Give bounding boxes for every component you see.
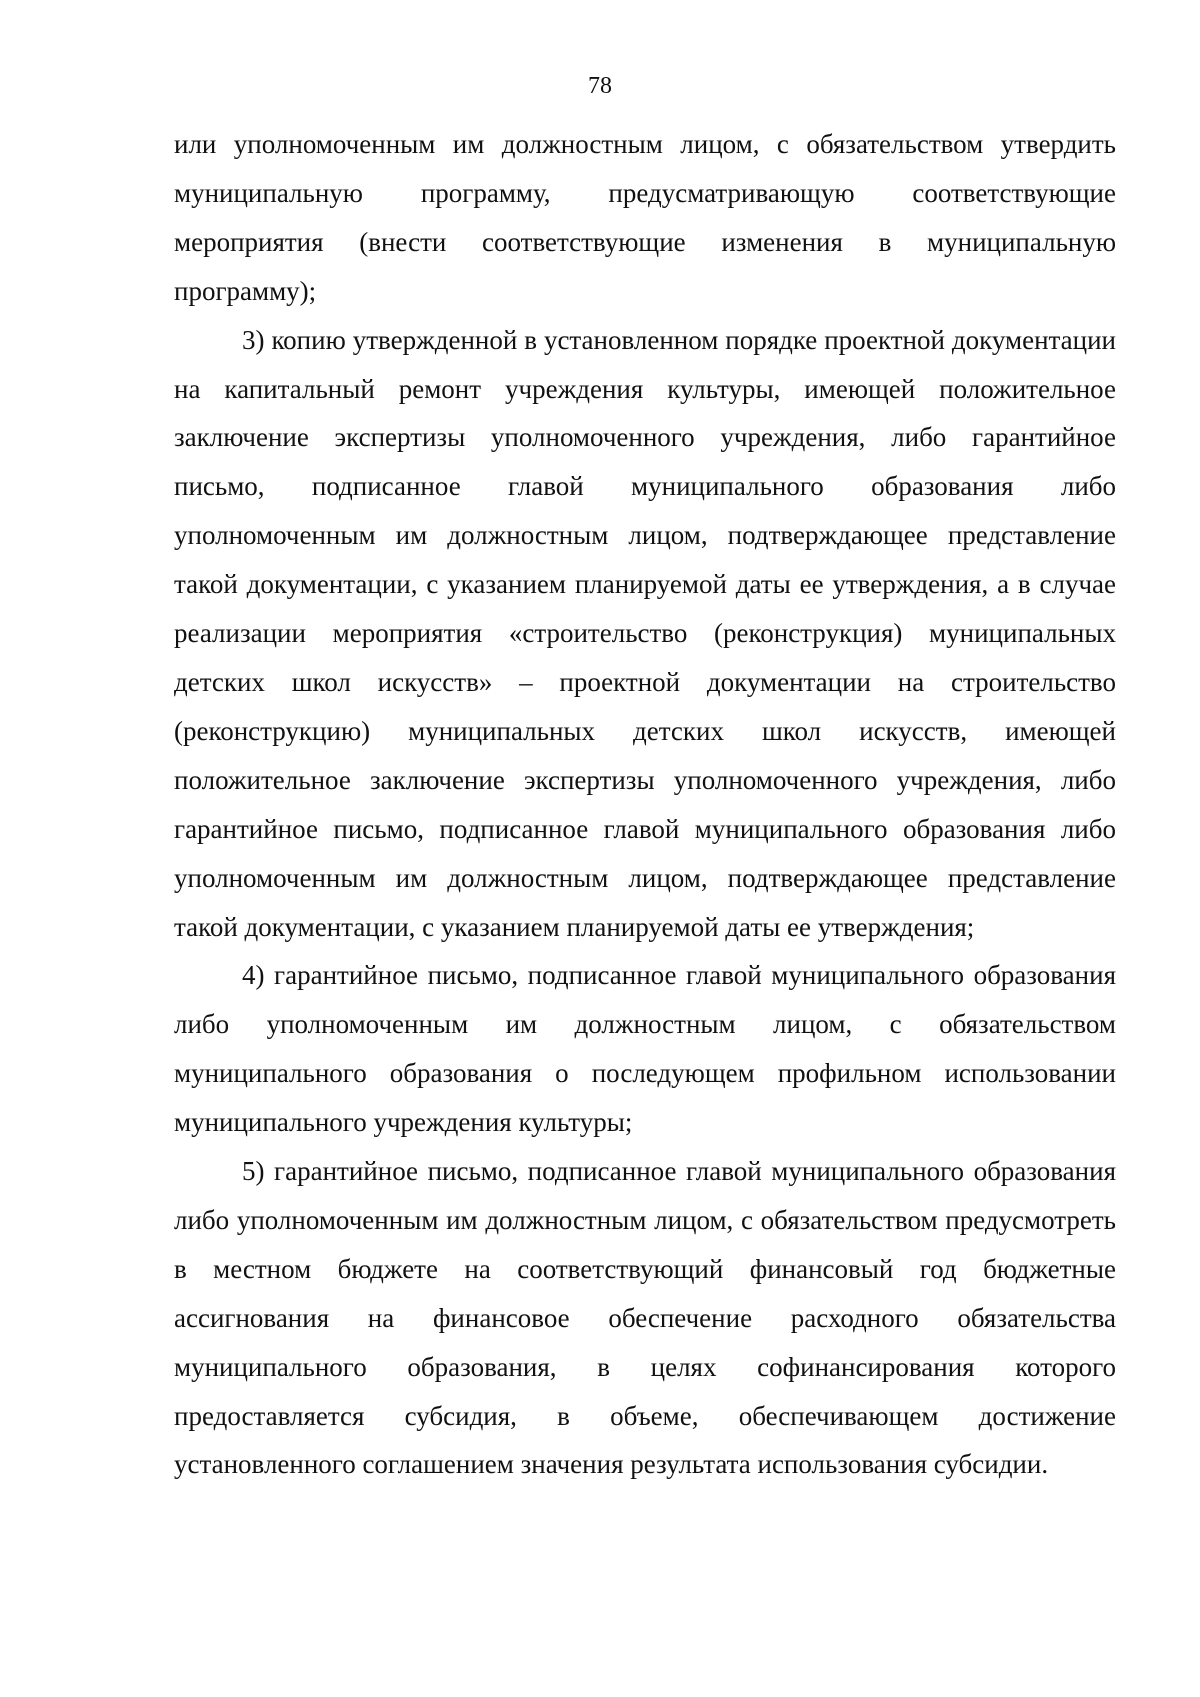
body-text [174, 120, 1116, 1489]
paragraph-item-4: 4) гарантийное письмо, подписанное главой муниципального образования либо уполномоченным им должностным лицом, с обязательством муниципального образования о последующем профильном использовании муниципального учреждения культуры; [174, 960, 1116, 1138]
paragraph-item-3: 3) копию утвержденной в установленном порядке проектной документации на капитальный ремонт учреждения культуры, имеющей положительное заключение экспертизы уполномоченного учреждения, либо гарантийное письмо, подписанное главой муниципального образования либо уполномоченным им должностным лицом, подтверждающее представление такой документации, с указанием планируемой даты ее утверждения, а в случае реализации мероприятия «строительство (реконструкция) муниципальных детских школ искусств» – проектной документации на строительство (реконструкцию) муниципальных детских школ искусств, имеющей положительное заключение экспертизы уполномоченного учреждения, либо гарантийное письмо, подписанное главой муниципального образования либо уполномоченным им должностным лицом, подтверждающее представление такой документации, с указанием планируемой даты ее утверждения; [174, 324, 1116, 942]
paragraph-continuation: или уполномоченным им должностным лицом, с обязательством утвердить муниципальную программу, предусматривающую соответствующие мероприятия (внести соответствующие изменения в муниципальную программу); [174, 129, 1116, 306]
page-number: 78 [588, 73, 612, 99]
paragraph-item-5: 5) гарантийное письмо, подписанное главой муниципального образования либо уполномоченным им должностным лицом, с обязательством предусмотреть в местном бюджете на соответствующий финансовый год бюджетные ассигнования на финансовое обеспечение расходного обязательства муниципального образования, в целях софинансирования которого предоставляется субсидия, в объеме, обеспечивающем достижение установленного соглашением значения результата использования субсидии. [174, 1156, 1116, 1480]
